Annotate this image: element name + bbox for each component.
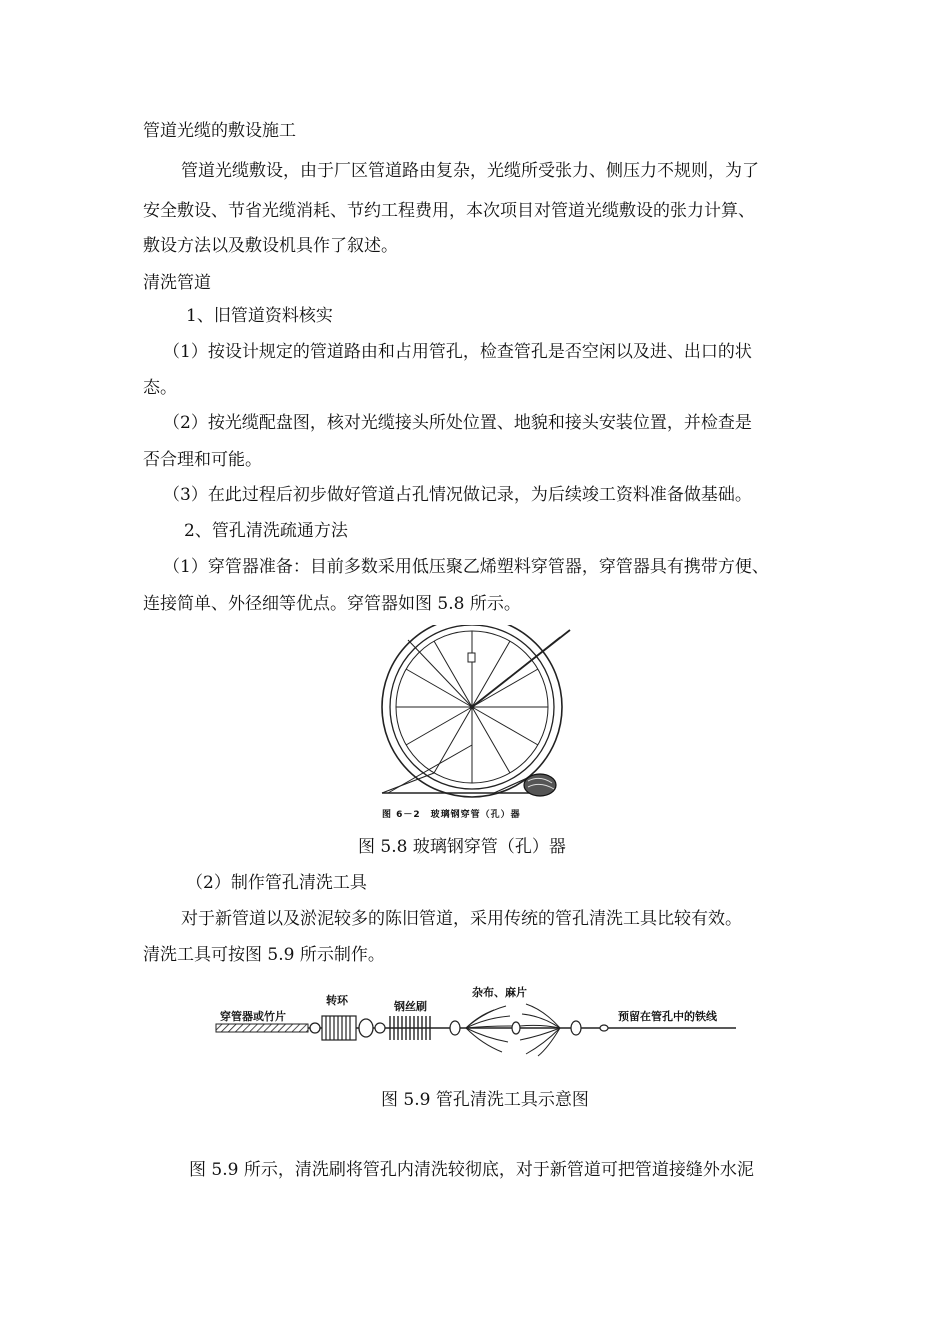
intro-line-1: 管道光缆敷设，由于厂区管道路由复杂，光缆所受张力、侧压力不规则，为了 <box>181 161 759 181</box>
sub2-item-2-text-2: 清洗工具可按图 5.9 所示制作。 <box>143 945 385 965</box>
label-wire-brush: 钢丝刷 <box>394 1000 427 1013</box>
figure1-caption: 图 5.8 玻璃钢穿管（孔）器 <box>358 837 566 857</box>
sub2-item-1b: 连接简单、外径细等优点。穿管器如图 5.8 所示。 <box>143 594 521 614</box>
duct-rodder-drawing <box>374 625 579 825</box>
figure-cleaning-tool <box>214 982 736 1062</box>
label-wire: 预留在管孔中的铁线 <box>618 1010 717 1023</box>
intro-line-2: 安全敷设、节省光缆消耗、节约工程费用，本次项目对管道光缆敷设的张力计算、 <box>143 201 755 221</box>
sub2-item-2-title: （2）制作管孔清洗工具 <box>186 873 367 893</box>
sub1-item-2a: （2）按光缆配盘图，核对光缆接头所处位置、地貌和接头安装位置，并检查是 <box>163 413 752 433</box>
doc-heading: 管道光缆的敷设施工 <box>143 121 296 141</box>
figure2-caption: 图 5.9 管孔清洗工具示意图 <box>381 1090 589 1110</box>
sub2-item-2-text-1: 对于新管道以及淤泥较多的陈旧管道，采用传统的管孔清洗工具比较有效。 <box>181 909 742 929</box>
last-line: 图 5.9 所示，清洗刷将管孔内清洗较彻底，对于新管道可把管道接缝外水泥 <box>189 1160 754 1180</box>
sub1-title: 1、旧管道资料核实 <box>186 306 333 326</box>
sub2-title: 2、管孔清洗疏通方法 <box>184 521 348 541</box>
sub1-item-1a: （1）按设计规定的管道路由和占用管孔，检查管孔是否空闲以及进、出口的状 <box>163 342 752 362</box>
label-cloth: 杂布、麻片 <box>472 986 527 999</box>
intro-line-3: 敷设方法以及敷设机具作了叙述。 <box>143 236 398 256</box>
label-swivel: 转环 <box>326 994 348 1007</box>
sub2-item-1a: （1）穿管器准备：目前多数采用低压聚乙烯塑料穿管器，穿管器具有携带方便、 <box>163 557 769 577</box>
figure1-inner-caption: 图 6－2 玻璃钢穿管（孔）器 <box>382 810 521 820</box>
figure-duct-rodder <box>374 625 579 825</box>
sub1-item-1b: 态。 <box>143 378 177 398</box>
label-threader: 穿管器或竹片 <box>220 1010 286 1023</box>
section-title: 清洗管道 <box>143 273 211 293</box>
sub1-item-3: （3）在此过程后初步做好管道占孔情况做记录，为后续竣工资料准备做基础。 <box>163 485 752 505</box>
sub1-item-2b: 否合理和可能。 <box>143 450 262 470</box>
